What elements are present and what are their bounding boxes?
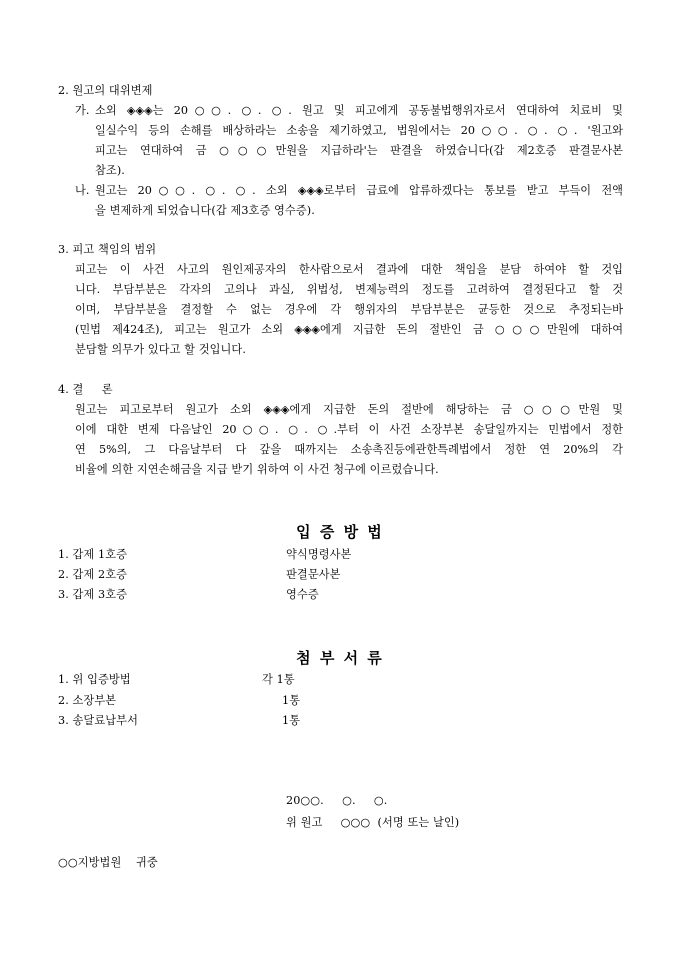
section3-line-5: 분담할 의무가 있다고 할 것입니다. (75, 343, 246, 356)
evidence-item-3-label: 3. 갑제 3호증 (58, 588, 128, 601)
evidence-item-2-label: 2. 갑제 2호증 (58, 568, 128, 581)
attachment-item-3-label: 3. 송달료납부서 (58, 714, 138, 727)
evidence-item-1-label: 1. 갑제 1호증 (58, 548, 128, 561)
section4-line-4: 비율에 의한 지연손해금을 지급 받기 위하여 이 사건 청구에 이르렀습니다. (75, 463, 439, 476)
evidence-title: 입 증 방 법 (296, 523, 384, 541)
item-ga-line-4: 참조). (95, 164, 125, 177)
signature-date: 20○○. ○. ○. (286, 794, 388, 807)
section4-line-3: 연 5%의, 그 다음날부터 다 갚을 때까지는 소송촉진등에관한특례법에서 정한 연 20%의 각 (75, 443, 623, 456)
evidence-item-2-value: 판결문사본 (286, 568, 341, 581)
attachment-item-2-value: 1통 (282, 694, 301, 707)
attachment-item-1-value: 각 1통 (262, 673, 295, 686)
signature-signer: 위 원고 ○○○ (서명 또는 날인) (286, 816, 460, 829)
court-addressee: ○○지방법원 귀중 (58, 856, 158, 869)
attachments-title: 첨 부 서 류 (296, 649, 384, 667)
section3-line-3: 이며, 부담부분을 결정할 수 없는 경우에 각 행위자의 부담부분은 균등한 것으로 추정되는바 (75, 303, 623, 316)
item-na-line-2: 을 변제하게 되었습니다(갑 제3호증 영수증). (95, 204, 315, 217)
item-ga-line-2: 일실수익 등의 손해를 배상하라는 소송을 제기하였고, 법원에서는 20○○. ○. ○. '원고와 (95, 124, 623, 137)
section3-line-4: (민법 제424조), 피고는 원고가 소외 ◈◈◈에게 지급한 돈의 절반인 금 ○○○만원에 대하여 (75, 323, 623, 336)
item-na-line-1: 원고는 20○○. ○. ○. 소외 ◈◈◈로부터 급료에 압류하겠다는 통보를 받고 부득이 전액 (95, 184, 623, 197)
evidence-item-3-value: 영수증 (286, 588, 319, 601)
section4-heading: 4. 결 론 (58, 383, 113, 396)
item-ga-line-1: 소외 ◈◈◈는 20○○. ○. ○. 원고 및 피고에게 공동불법행위자로서 연대하여 치료비 및 (95, 104, 623, 117)
section4-line-2: 이에 대한 변제 다음날인 20○○. ○. ○.부터 이 사건 소장부본 송달일까지는 민법에서 정한 (75, 423, 623, 436)
item-na-marker: 나. (75, 184, 90, 197)
section3-line-1: 피고는 이 사건 사고의 원인제공자의 한사람으로서 결과에 대한 책임을 분담 하여야 할 것입 (75, 263, 623, 276)
section4-line-1: 원고는 피고로부터 원고가 소외 ◈◈◈에게 지급한 돈의 절반에 해당하는 금 ○○○만원 및 (75, 403, 623, 416)
evidence-item-1-value: 약식명령사본 (286, 548, 352, 561)
section3-heading: 3. 피고 책임의 범위 (58, 243, 157, 256)
attachment-item-3-value: 1통 (282, 714, 301, 727)
item-ga-line-3: 피고는 연대하여 금 ○○○만원을 지급하라'는 판결을 하였습니다(갑 제2호증 판결문사본 (95, 144, 623, 157)
attachment-item-2-label: 2. 소장부본 (58, 694, 117, 707)
section3-line-2: 니다. 부담부분은 각자의 고의나 과실, 위법성, 변제능력의 정도를 고려하여 결정된다고 할 것 (75, 283, 623, 296)
attachment-item-1-label: 1. 위 입증방법 (58, 673, 131, 686)
section2-heading: 2. 원고의 대위변제 (58, 84, 153, 97)
item-ga-marker: 가. (75, 104, 90, 117)
